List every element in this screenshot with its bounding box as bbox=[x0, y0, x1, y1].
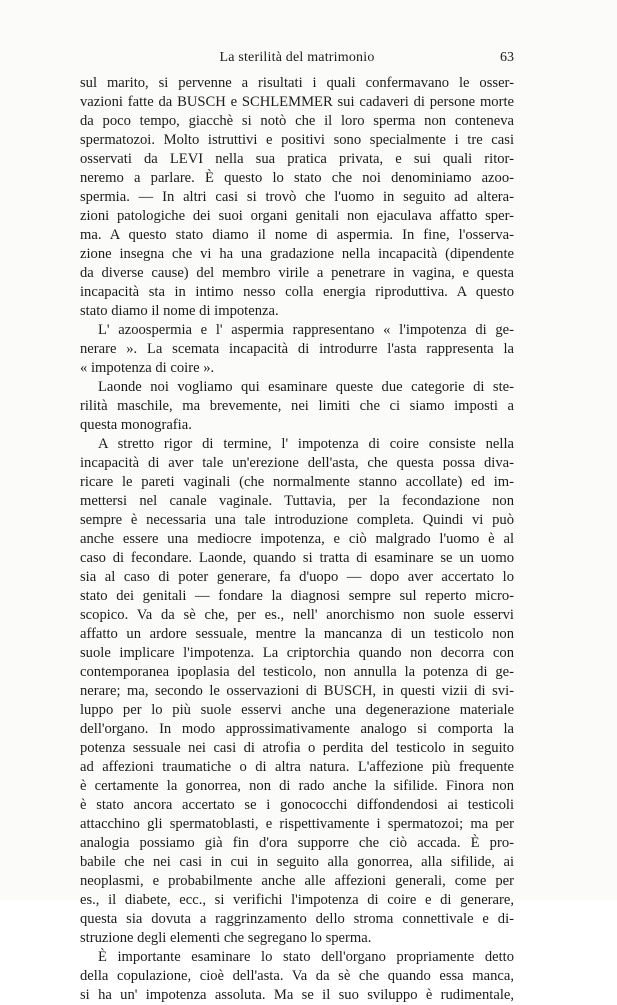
text-line: sia al caso di poter generare, fa d'uopo — dopo aver accertato lo bbox=[80, 569, 514, 585]
text-line: zioni patologiche dei suoi organi genitali non ejaculava affatto sper- bbox=[80, 208, 514, 224]
text-line: è certamente la gonorrea, non di rado anche la sifilide. Finora non bbox=[80, 778, 514, 794]
page-number: 63 bbox=[500, 50, 514, 65]
text-line: osservati da LEVI nella sua pratica privata, e sui quali ritor- bbox=[80, 151, 514, 167]
text-line: incapacità di aver tale un'erezione dell'asta, che questa possa diva- bbox=[80, 455, 514, 471]
text-line: ma. A questo stato diamo il nome di aspermia. In fine, l'osserva- bbox=[80, 227, 514, 243]
text-line: da diverse cause) del membro virile a penetrare in vagina, e questa bbox=[80, 265, 514, 281]
text-line: affatto un ardore sessuale, mentre la mancanza di un testicolo non bbox=[80, 626, 514, 642]
text-line: vazioni fatte da BUSCH e SCHLEMMER sui cadaveri di persone morte bbox=[80, 94, 514, 110]
text-line: sul marito, si pervenne a risultati i quali confermavano le osser- bbox=[80, 75, 514, 91]
text-line: rilità maschile, ma brevemente, nei limiti che ci siamo imposti a bbox=[80, 398, 514, 414]
text-line: anche essere una mediocre impotenza, e ciò malgrado l'uomo è al bbox=[80, 531, 514, 547]
text-line: stato diamo il nome di impotenza. bbox=[80, 303, 279, 319]
text-line: nerare; ma, secondo le osservazioni di BUSCH, in questi vizii di svi- bbox=[80, 683, 514, 699]
text-line: luppo per lo più suole esservi anche una degenerazione materiale bbox=[80, 702, 514, 718]
text-line: è stato ancora accertato se i gonococchi diffondendosi ai testicoli bbox=[80, 797, 514, 813]
running-header bbox=[80, 50, 514, 68]
text-line: mettersi nel canale vaginale. Tuttavia, per la fecondazione non bbox=[80, 493, 514, 509]
text-line: potenza sessuale nei casi di atrofia o perdita del testicolo in seguito bbox=[80, 740, 514, 756]
text-line: dell'organo. In modo approssimativamente analogo si comporta la bbox=[80, 721, 514, 737]
text-line: attacchino gli spermatoblasti, e rispettivamente i spermatozoi; ma per bbox=[80, 816, 514, 832]
text-line: contemporanea ipoplasia del testicolo, non annulla la potenza di ge- bbox=[80, 664, 514, 680]
text-line: ricare le pareti vaginali (che normalmente stanno accollate) ed im- bbox=[80, 474, 514, 490]
text-line: spermatozoi. Molto istruttivi e positivi sono specialmente i tre casi bbox=[80, 132, 514, 148]
text-line: caso di fecondare. Laonde, quando si tratta di esaminare se un uomo bbox=[80, 550, 514, 566]
text-line: L' azoospermia e l' aspermia rappresentano « l'impotenza di ge- bbox=[98, 322, 514, 338]
text-line: stato dei genitali — fondare la diagnosi sempre sul reperto micro- bbox=[80, 588, 514, 604]
text-line: struzione degli elementi che segregano lo sperma. bbox=[80, 930, 372, 946]
text-line: es., il diabete, ecc., si verifichi l'impotenza di coire e di generare, bbox=[80, 892, 514, 908]
text-line: spermia. — In altri casi si trovò che l'uomo in seguito ad altera- bbox=[80, 189, 514, 205]
text-line: della copulazione, cioè dell'asta. Va da sè che quando essa manca, bbox=[80, 968, 514, 984]
text-line: ad affezioni traumatiche o di altra natura. L'affezione più frequente bbox=[80, 759, 514, 775]
text-line: « impotenza di coire ». bbox=[80, 360, 215, 376]
text-line: suole implicare l'impotenza. La criptorchia quando non decorra con bbox=[80, 645, 514, 661]
running-title: La sterilità del matrimonio bbox=[219, 50, 375, 65]
text-line: neoplasmi, e probabilmente anche alle affezioni generali, come per bbox=[80, 873, 514, 889]
body-text bbox=[80, 74, 514, 1005]
text-line: neremo a parlare. È questo lo stato che noi denominiamo azoo- bbox=[80, 170, 514, 186]
text-line: zione insegna che vi ha una gradazione nella incapacità (dipendente bbox=[80, 246, 514, 262]
text-line: da poco tempo, giacchè si notò che il loro sperma non conteneva bbox=[80, 113, 514, 129]
text-line: incapacità sta in intimo nesso colla energia riproduttiva. A questo bbox=[80, 284, 514, 300]
text-line: analogia possiamo già fin d'ora supporre che ciò accada. È pro- bbox=[80, 835, 514, 851]
text-line: babile che nei casi in cui in seguito alla gonorrea, alla sifilide, ai bbox=[80, 854, 514, 870]
text-line: scopico. Va da sè che, per es., nell' anorchismo non suole esservi bbox=[80, 607, 514, 623]
text-line: si ha un' impotenza assoluta. Ma se il suo sviluppo è rudimentale, bbox=[80, 987, 514, 1003]
text-line: A stretto rigor di termine, l' impotenza di coire consiste nella bbox=[98, 436, 514, 452]
text-line: questa monografia. bbox=[80, 417, 192, 433]
text-line: nerare ». La scemata incapacità di introdurre l'asta rappresenta la bbox=[80, 341, 514, 357]
text-line: Laonde noi vogliamo qui esaminare queste due categorie di ste- bbox=[98, 379, 514, 395]
text-line: È importante esaminare lo stato dell'organo propriamente detto bbox=[98, 949, 514, 965]
text-line: sempre è necessaria una tale introduzione completa. Quindi vi può bbox=[80, 512, 514, 528]
text-line: questa sia dovuta a raggrinzamento dello stroma connettivale e di- bbox=[80, 911, 514, 927]
